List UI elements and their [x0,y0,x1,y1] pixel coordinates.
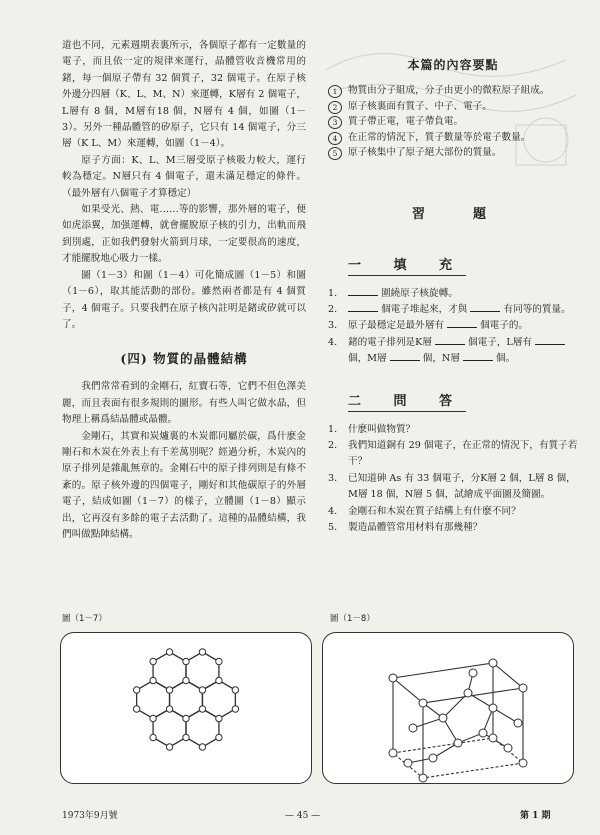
question [328,335,578,368]
question-text: 個電子的。 [480,320,529,332]
question-text: 已知道砷 As 有 33 個電子，分K層 2 個，L層 8 個，M層 18 個，N層 5 個，試繪成平面圖及簡圖。 [348,472,576,501]
figure-1-8 [322,632,574,784]
summary-text: 物質由分子組成，分子由更小的微粒原子組成。 [348,85,550,96]
lattice-hexagon [137,681,170,719]
question-text: 圍繞原子核旋轉。 [381,287,458,299]
question-text: 鍺的電子排列是K層 [348,336,432,348]
lattice-hexagon [202,681,235,719]
left-column [62,38,306,543]
lattice-hexagon [170,681,203,719]
lattice-hexagon [186,709,219,747]
lattice-hexagon [186,652,219,690]
hexagonal-lattice-diagram [61,633,311,783]
question-text: 原子最穩定是最外層有 [348,320,444,332]
circled-number: 4 [328,132,342,145]
lattice-atom [133,687,139,693]
lattice-atom [166,687,172,693]
circled-number: 3 [328,116,342,129]
summary-item [328,83,578,99]
question [328,286,578,302]
lattice-atom [216,715,222,721]
question-text: 個，N層 [422,353,460,365]
lattice-atom [199,706,205,712]
page-number: — 45 — [285,811,321,821]
answer-blank[interactable] [470,302,500,312]
question-number: 3. [328,320,338,332]
lattice-atom [183,734,189,740]
lattice-atom [166,744,172,750]
lattice-atom [183,658,189,664]
summary-item [328,99,578,115]
question [328,318,578,334]
lattice-atom [166,706,172,712]
fill-questions [328,286,578,368]
summary-text: 原子核集中了原子絕大部份的質量。 [348,147,502,158]
question-number: 2. [328,303,338,315]
right-column [328,38,578,536]
question-number: 5. [328,521,338,533]
summary-text: 質子帶正電，電子帶負電。 [348,116,464,127]
qa-heading: 二 問 答 [348,390,466,412]
lattice-hexagon [153,652,186,690]
summary-item [328,145,578,161]
summary-title: 本篇的內容要點 [407,58,499,72]
question-number: 2. [328,439,338,451]
lattice-atom [199,649,205,655]
paragraph: 道也不同，元素週期表裏所示，各個原子都有一定數量的電子，而且依一定的規律來運行，晶體管收音機常用的鍺，每一個原子帶有 32 個質子，32 個電子。在原子核外邊分四層（K、L、M、N）來運轉，K層有 2 個電子，L層有 8 個，M層有18 個，N層有 4 個，如圖（1－3）。另外一種晶體管的矽原子，它只有 14 個電子，分三層（K L、M）來運轉，如圖（1－4）。 [62,40,306,150]
lattice-atom [150,658,156,664]
question [328,422,578,438]
paragraph: 我們常常看到的金剛石，紅寶石等，它們不但色澤美麗，而且表面有很多規則的圖形。有些人叫它做水晶，但物理上稱爲結晶體或晶體。 [62,381,306,426]
question-number: 1. [328,287,338,299]
question-text: 個。 [496,353,516,365]
lattice-atom [199,687,205,693]
summary-item [328,114,578,130]
lattice-atom [183,677,189,683]
circled-number: 5 [328,147,342,160]
answer-blank[interactable] [390,351,420,361]
question-text: 金剛石和木炭在質子結構上有什麽不同？ [348,505,521,517]
question [328,471,578,504]
question-text: 個電子，L層有 [468,336,532,348]
question-text: 有同等的質量。 [503,303,571,315]
summary-list [328,83,578,161]
lattice-atom [150,734,156,740]
paragraph: 金剛石，其實和炭爐裏的木炭都同屬於碳，爲什麽金剛石和木炭在外表上有千差萬別呢？經過分析，木炭內的原子排列是雜亂無章的。金剛石中的原子排列則是有條不紊的。原子核外邊的四個電子，剛好和其他碳原子的外層電子，結成如圖（1－7）的樣子，立體圖（1－8）顯示出，它再沒有多餘的電子去活動了。這種的晶體結構，我們叫做點陣結構。 [62,430,306,540]
lattice-atom [133,706,139,712]
summary-item [328,130,578,146]
circled-number: 2 [328,101,342,114]
question-text: 什麽叫做物質？ [348,423,416,435]
lattice-atom [216,658,222,664]
issue-number: 第 1 期 [520,811,551,821]
lattice-atom [150,715,156,721]
question-number: 4. [328,505,338,517]
figure-caption: 圖（1－7） [62,614,107,624]
footer-date: 1973年9月號 [62,811,118,821]
answer-blank[interactable] [348,286,378,296]
question-text: 個電子堆起來，才與 [381,303,468,315]
lattice-atom [216,734,222,740]
paragraph: 如果受光、熱、電……等的影響，那外層的電子，便如虎添翼，加强運轉，就會擺脫原子核的引力，出軌而飛到別處，正如我們發射火箭到月球，一定要很高的速度，才能擺脫地心吸力一樣。 [62,204,306,265]
question [328,520,578,536]
answer-blank[interactable] [535,335,565,345]
circled-number: 1 [328,85,342,98]
summary-text: 原子核裏面有質子、中子、電子。 [348,100,492,112]
lattice-atom [216,677,222,683]
summary-text: 在正常的情況下，質子數量等於電子數量。 [348,131,531,143]
section-title: (四) 物質的晶體結構 [120,351,248,367]
answer-blank[interactable] [463,351,493,361]
question-text: 個，M層 [348,353,387,365]
lattice-atom [232,706,238,712]
question [328,504,578,520]
figure-1-7 [60,632,312,784]
fill-heading: 一 填 充 [348,254,466,276]
answer-blank[interactable] [447,318,477,328]
lattice-atom [232,687,238,693]
question-number: 3. [328,472,338,484]
exercise-heading: 習題 [411,206,534,222]
lattice-hexagon [153,709,186,747]
diamond-crystal-diagram [323,633,573,783]
question-text: 製造晶體管常用材料有那幾種？ [348,521,483,533]
figure-caption: 圖（1－8） [330,614,375,624]
paragraph: 圖（1－3）和圖（1－4）可化簡成圖（1－5）和圖（1－6），取其能活動的部份。雖然兩者都是有 4 個質子，4 個電子。只要我們在原子核內註明是鍺或矽就可以了。 [62,269,306,330]
paragraph: 原子方面：K、L、M三層受原子核吸力較大，運行較為穩定。N層只有 4 個電子，還未滿足穩定的條件。（最外層有八個電子才算穩定） [62,154,306,199]
lattice-atom [199,744,205,750]
question [328,438,578,471]
answer-blank[interactable] [435,335,465,345]
question-number: 4. [328,336,338,348]
qa-questions [328,422,578,537]
question-number: 1. [328,423,338,435]
question-text: 我們知道銅有 29 個電子，在正常的情況下，有質子若干？ [348,439,578,468]
lattice-atom [183,715,189,721]
question [328,302,578,318]
answer-blank[interactable] [348,302,378,312]
lattice-atom [150,677,156,683]
lattice-atom [166,649,172,655]
